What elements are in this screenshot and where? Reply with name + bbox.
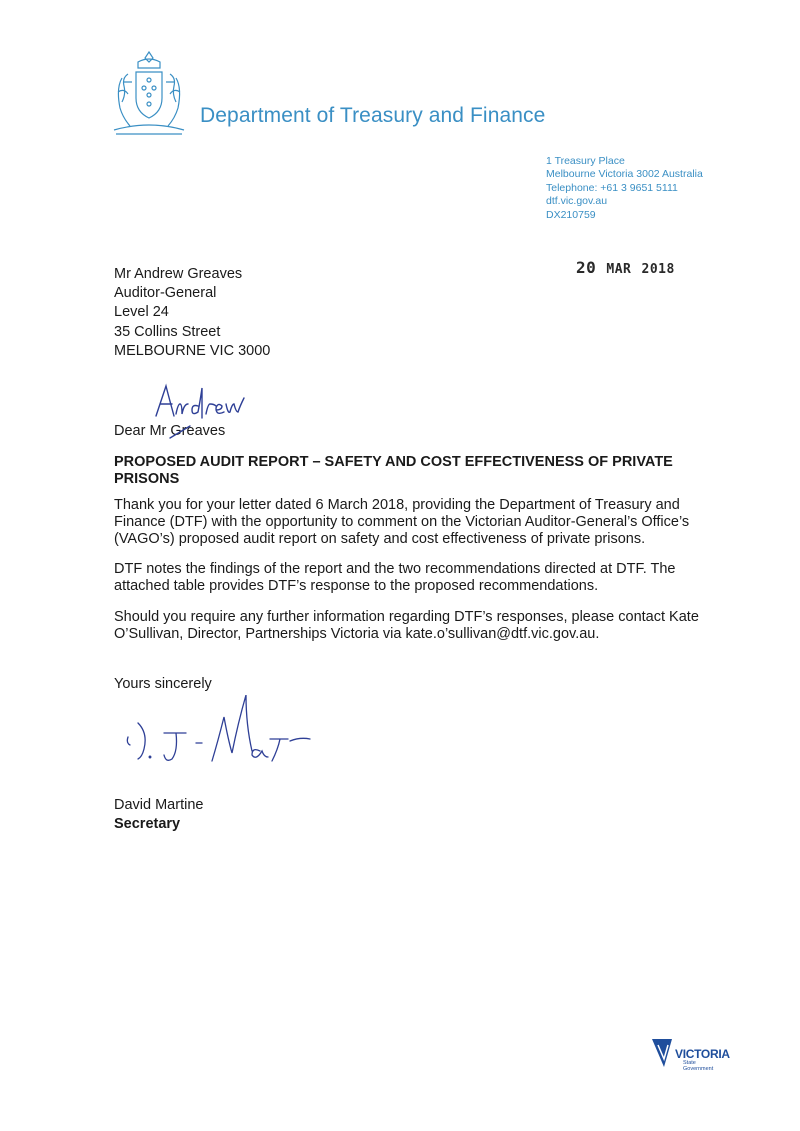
date-stamp (576, 258, 675, 277)
date-day: 20 (576, 258, 597, 277)
contact-line-city: Melbourne Victoria 3002 Australia (546, 168, 703, 181)
body-paragraph-3: Should you require any further information regarding DTF’s responses, please contact Kate O’Sullivan, Director, Partnerships Victoria via kate.o’sullivan@dtf.vic.gov.au. (114, 609, 699, 643)
victoria-logo-subtext-line-2: Government (683, 1066, 714, 1072)
contact-line-telephone: Telephone: +61 3 9651 5111 (546, 181, 678, 194)
handwritten-signature-icon (120, 695, 320, 770)
signer-name: David Martine (114, 797, 204, 813)
recipient-name: Mr Andrew Greaves (114, 266, 243, 282)
contact-block (546, 155, 703, 222)
victoria-logo-subtext-line-1: State (683, 1060, 696, 1066)
body-paragraph-1: Thank you for your letter dated 6 March 2018, providing the Department of Treasury and Finance (DTF) with the opportunity to comment on the Victorian Auditor-General’s Office’s (VAGO’s) proposed audit report on safety and cost effectiveness of private prisons. (114, 497, 690, 548)
contact-line-website: dtf.vic.gov.au (546, 195, 608, 208)
contact-line-dx: DX210759 (546, 208, 596, 221)
recipient-street: 35 Collins Street (114, 323, 221, 340)
recipient-address (114, 265, 270, 361)
contact-line-address: 1 Treasury Place (546, 155, 625, 167)
recipient-level: Level 24 (114, 304, 169, 321)
recipient-title: Auditor-General (114, 285, 217, 302)
signer-title: Secretary (114, 816, 181, 832)
body-paragraph-2: DTF notes the findings of the report and the two recommendations directed at DTF. The attached table provides DTF’s response to the proposed recommendations. (114, 561, 676, 595)
recipient-city: MELBOURNE VIC 3000 (114, 342, 271, 359)
letter-subject: PROPOSED AUDIT REPORT – SAFETY AND COST EFFECTIVENESS OF PRIVATE PRISONS (114, 454, 673, 487)
victoria-logo-text: VICTORIA (675, 1047, 730, 1061)
victoria-logo-subtext (683, 1060, 713, 1072)
date-year: 2018 (641, 262, 675, 277)
closing-line: Yours sincerely (114, 676, 212, 692)
salutation-prefix: Dear Mr (114, 423, 167, 439)
handwritten-andrew-icon (150, 380, 250, 420)
salutation-struck-name: Greaves (170, 423, 226, 439)
victoria-coat-of-arms-icon (108, 48, 190, 140)
date-month: MAR (606, 262, 632, 277)
strike-through-mark-icon (168, 424, 198, 444)
department-name: Department of Treasury and Finance (200, 104, 546, 127)
